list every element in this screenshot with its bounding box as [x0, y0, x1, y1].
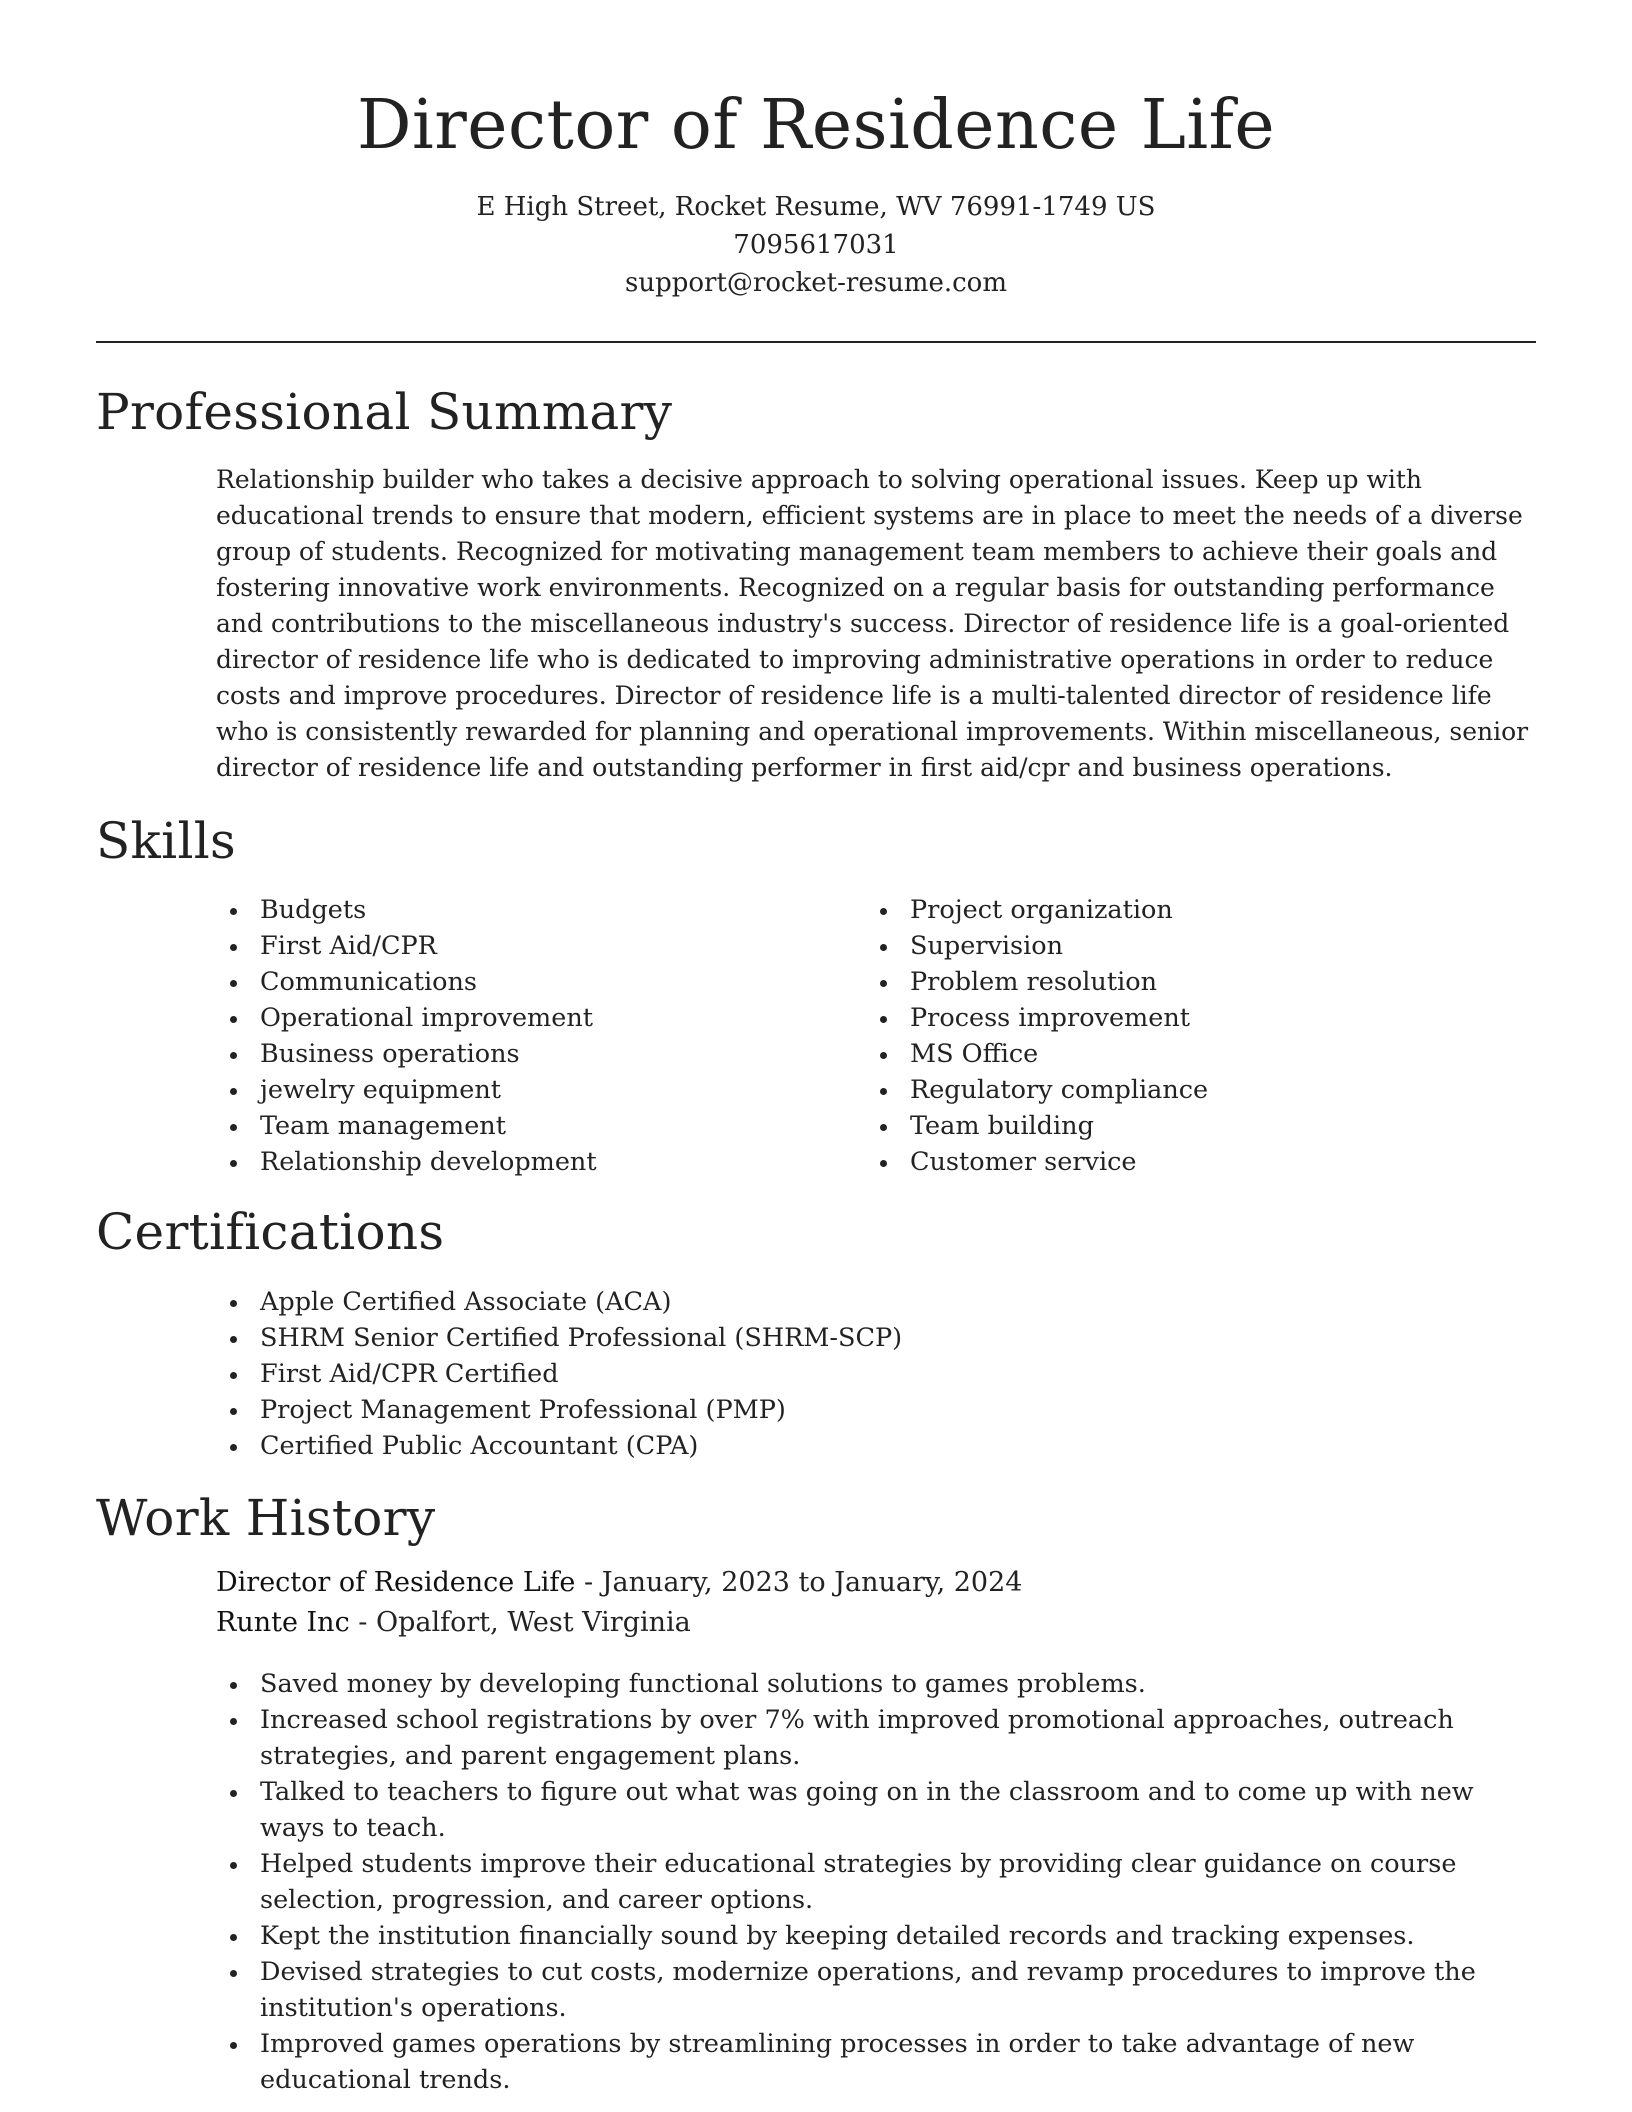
skill-item: Budgets	[216, 892, 816, 928]
certification-item: Apple Certified Associate (ACA)	[216, 1284, 1516, 1320]
certification-item: First Aid/CPR Certified	[216, 1356, 1516, 1392]
job-title-line	[216, 1563, 1516, 1603]
skill-item: Business operations	[216, 1036, 816, 1072]
job-separator: -	[349, 1607, 376, 1638]
resume-header	[96, 80, 1536, 302]
responsibility-item: Saved money by developing functional solutions to games problems.	[216, 1666, 1536, 1702]
section-title-skills: Skills	[96, 812, 236, 870]
skill-item: Customer service	[866, 1144, 1466, 1180]
section-title-summary: Professional Summary	[96, 383, 673, 441]
skills-list-right	[866, 892, 1466, 1180]
skill-item: Communications	[216, 964, 816, 1000]
responsibility-item: Increased school registrations by over 7% with improved promotional approaches, outreach strategies, and parent engagement plans.	[216, 1702, 1536, 1774]
skill-item: Supervision	[866, 928, 1466, 964]
job-separator: -	[575, 1567, 602, 1598]
skill-item: Problem resolution	[866, 964, 1466, 1000]
certifications-list	[216, 1284, 1516, 1464]
responsibility-item: Helped students improve their educational strategies by providing clear guidance on course selection, progression, and career options.	[216, 1846, 1536, 1918]
job-dates: January, 2023 to January, 2024	[601, 1567, 1023, 1598]
skill-item: Relationship development	[216, 1144, 816, 1180]
skills-list-left	[216, 892, 816, 1180]
skill-item: MS Office	[866, 1036, 1466, 1072]
section-title-work-history: Work History	[96, 1489, 436, 1547]
skill-item: Project organization	[866, 892, 1466, 928]
contact-phone: 7095617031	[733, 230, 899, 260]
skill-item: Regulatory compliance	[866, 1072, 1466, 1108]
skill-item: Team management	[216, 1108, 816, 1144]
job-position: Director of Residence Life	[216, 1567, 576, 1598]
responsibility-item: Talked to teachers to figure out what was going on in the classroom and to come up with new ways to teach.	[216, 1774, 1536, 1846]
section-title-certifications: Certifications	[96, 1203, 445, 1261]
job-responsibilities-list	[216, 1666, 1536, 2098]
certification-item: Certified Public Accountant (CPA)	[216, 1428, 1516, 1464]
skill-item: Operational improvement	[216, 1000, 816, 1036]
summary-text: Relationship builder who takes a decisive approach to solving operational issues. Keep up with educational trends to ensure that modern, efficient systems are in place to meet the needs of a diverse group of students. Recognized for motivating management team members to achieve their goals and fostering innovative work environments. Recognized on a regular basis for outstanding performance and contributions to the miscellaneous industry's success. Director of residence life is a goal-oriented director of residence life who is dedicated to improving administrative operations in order to reduce costs and improve procedures. Director of residence life is a multi-talented director of residence life who is consistently rewarded for planning and operational improvements. Within miscellaneous, senior director of residence life and outstanding performer in first aid/cpr and business operations.	[216, 465, 1529, 782]
job-company-line	[216, 1603, 1516, 1643]
candidate-name: Director of Residence Life	[356, 86, 1276, 165]
skill-item: jewelry equipment	[216, 1072, 816, 1108]
contact-address: E High Street, Rocket Resume, WV 76991-1749 US	[476, 192, 1156, 222]
responsibility-item: Kept the institution financially sound by keeping detailed records and tracking expenses.	[216, 1918, 1536, 1954]
contact-info	[96, 188, 1536, 302]
job-company: Runte Inc	[216, 1607, 350, 1638]
certification-item: Project Management Professional (PMP)	[216, 1392, 1516, 1428]
skill-item: First Aid/CPR	[216, 928, 816, 964]
skill-item: Team building	[866, 1108, 1466, 1144]
contact-email: support@rocket-resume.com	[624, 268, 1007, 298]
job-location: Opalfort, West Virginia	[376, 1607, 691, 1638]
responsibility-item: Devised strategies to cut costs, modernize operations, and revamp procedures to improve the institution's operations.	[216, 1954, 1536, 2026]
certification-item: SHRM Senior Certified Professional (SHRM-SCP)	[216, 1320, 1516, 1356]
responsibility-item: Improved games operations by streamlining processes in order to take advantage of new educational trends.	[216, 2026, 1536, 2098]
header-divider	[96, 341, 1536, 343]
skill-item: Process improvement	[866, 1000, 1466, 1036]
